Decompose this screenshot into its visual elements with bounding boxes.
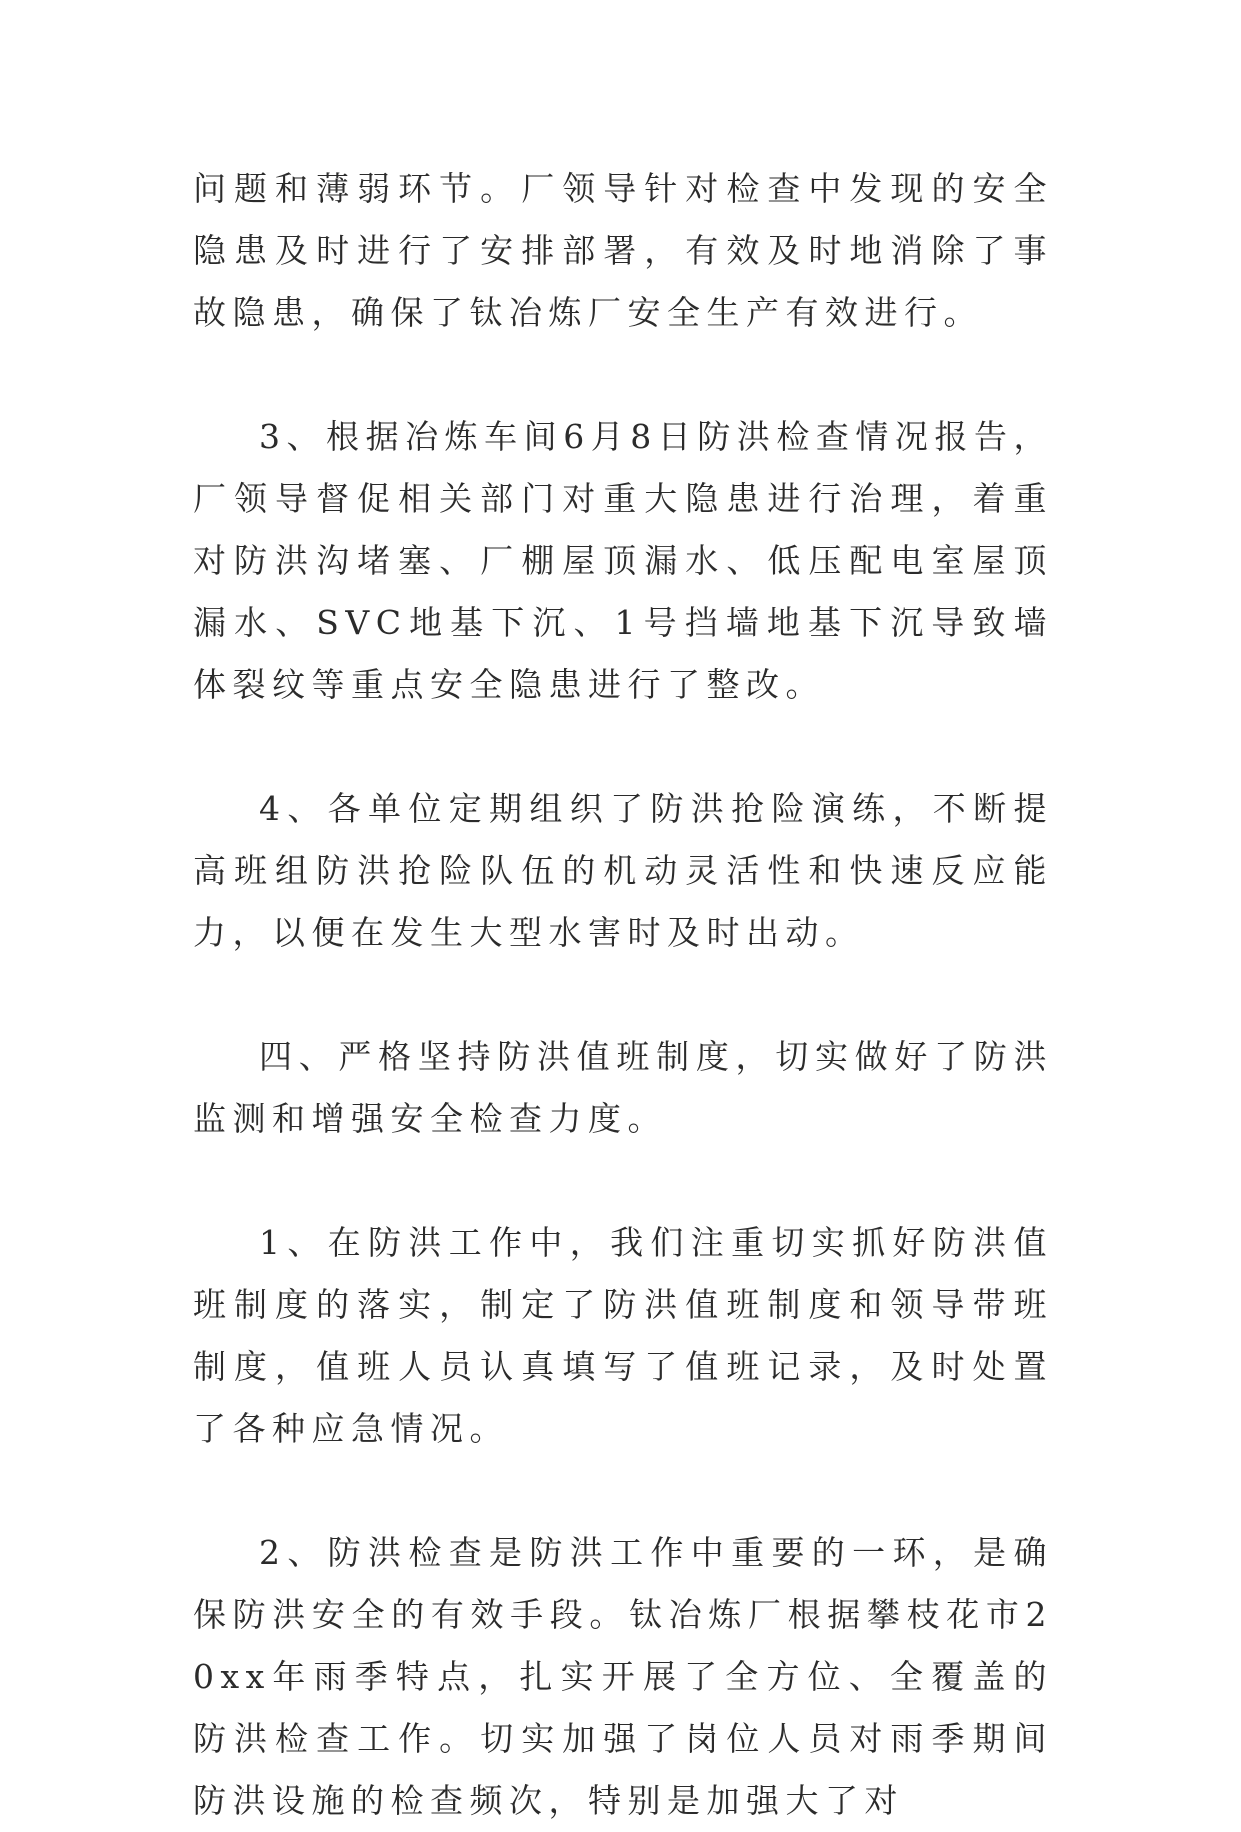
paragraph-1: 问题和薄弱环节。厂领导针对检查中发现的安全隐患及时进行了安排部署，有效及时地消除了事故隐患，确保了钛冶炼厂安全生产有效进行。 xyxy=(193,169,1053,332)
paragraph-gap xyxy=(193,964,1053,1026)
paragraph-6: 2、防洪检查是防洪工作中重要的一环，是确保防洪安全的有效手段。钛冶炼厂根据攀枝花市20xx年雨季特点，扎实开展了全方位、全覆盖的防洪检查工作。切实加强了岗位人员对雨季期间防洪设施的检查频次，特别是加强大了对 xyxy=(193,1533,1053,1820)
paragraph-gap xyxy=(193,1150,1053,1212)
paragraph-gap xyxy=(193,1460,1053,1522)
paragraph-2: 3、根据冶炼车间6月8日防洪检查情况报告，厂领导督促相关部门对重大隐患进行治理，着重对防洪沟堵塞、厂棚屋顶漏水、低压配电室屋顶漏水、SVC地基下沉、1号挡墙地基下沉导致墙体裂纹等重点安全隐患进行了整改。 xyxy=(193,417,1053,704)
paragraph-gap xyxy=(193,344,1053,406)
paragraph-4: 四、严格坚持防洪值班制度，切实做好了防洪监测和增强安全检查力度。 xyxy=(193,1037,1053,1138)
paragraph-5: 1、在防洪工作中，我们注重切实抓好防洪值班制度的落实，制定了防洪值班制度和领导带班制度，值班人员认真填写了值班记录，及时处置了各种应急情况。 xyxy=(193,1223,1053,1448)
paragraph-3: 4、各单位定期组织了防洪抢险演练，不断提高班组防洪抢险队伍的机动灵活性和快速反应能力，以便在发生大型水害时及时出动。 xyxy=(193,789,1053,952)
document-page xyxy=(193,158,1053,1832)
paragraph-gap xyxy=(193,716,1053,778)
